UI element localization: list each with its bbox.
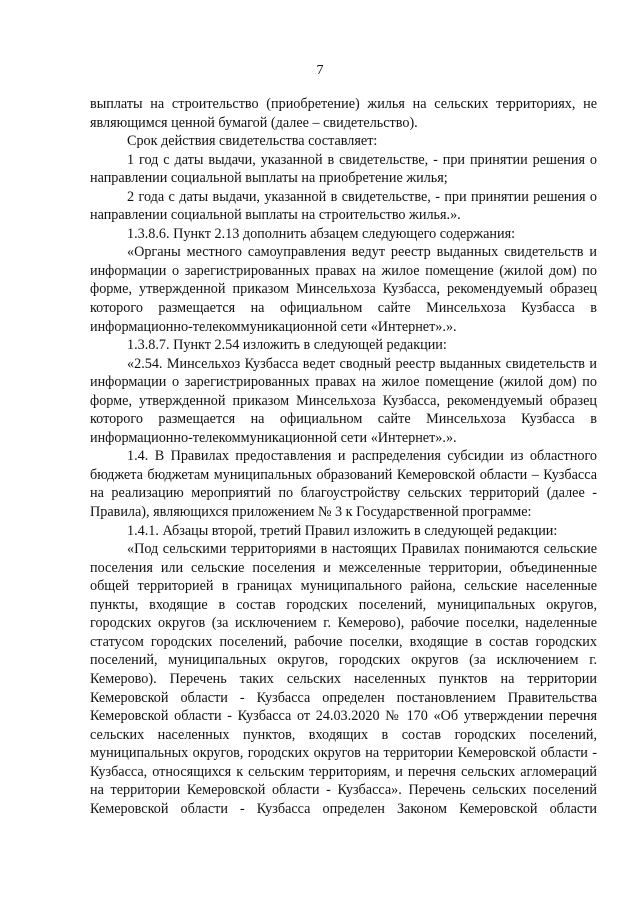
paragraph-one-year-term: 1 год с даты выдачи, указанной в свидетельстве, - при принятии решения о направлении социальной выплаты на приобретение жилья; [90, 151, 597, 187]
paragraph-validity-period: Срок действия свидетельства составляет: [127, 133, 378, 150]
page-number: 7 [316, 63, 324, 78]
paragraph-rural-territories: «Под сельскими территориями в настоящих Правилах понимаются сельские поселения или сельские поселения и межселенные территории, объединенные общей территорией в границах муниципального района, сельские населенные пункты, входящие в состав городских поселений, муниципальных округов, городских округов (за исключением г. Кемерово), рабочие поселки, наделенные статусом городских поселений, рабочие поселки, входящие в состав городских поселений, муниципальных округов, городских округов (за исключением г. Кемерово). Перечень таких сельских населенных пунктов на территории Кемеровской области - Кузбасса определен постановлением Правительства Кемеровской области - Кузбасса от 24.03.2020 № 170 «Об утверждении перечня сельских населенных пунктов, входящих в состав городских поселений, муниципальных округов, городских округов на территории Кемеровской области - Кузбасса, относящихся к сельским территориям, и перечня сельских агломераций на территории Кемеровской области - Кузбасса». Перечень сельских поселений Кемеровской области - Кузбасса определен Законом Кемеровской области [90, 541, 597, 817]
paragraph-local-registry: «Органы местного самоуправления ведут реестр выданных свидетельств и информации о зарегистрированных правах на жилое помещение (жилой дом) по форме, утвержденной приказом Минсельхоза Кузбасса, рекомендуемый образец которого размещается на официальном сайте Минсельхоза Кузбасса в информационно-телекоммуникационной сети «Интернет».». [90, 244, 597, 335]
paragraph-clause-1-4: 1.4. В Правилах предоставления и распределения субсидии из областного бюджета бюджетам муниципальных образований Кемеровской области – Кузбасса на реализацию мероприятий по благоустройству сельских территорий (далее - Правила), являющихся приложением № 3 к Государственной программе: [90, 448, 597, 521]
paragraph-clause-2-54: «2.54. Минсельхоз Кузбасса ведет сводный реестр выданных свидетельств и информации о зарегистрированных правах на жилое помещение (жилой дом) по форме, утвержденной приказом Минсельхоза Кузбасса, рекомендуемый образец которого размещается на официальном сайте Минсельхоза Кузбасса в информационно-телекоммуникационной сети «Интернет».». [90, 355, 597, 446]
document-body [90, 95, 597, 818]
paragraph-clause-1-3-8-6: 1.3.8.6. Пункт 2.13 дополнить абзацем следующего содержания: [127, 225, 516, 242]
paragraph-clause-1-4-1: 1.4.1. Абзацы второй, третий Правил изложить в следующей редакции: [127, 522, 558, 539]
paragraph-clause-1-3-8-7: 1.3.8.7. Пункт 2.54 изложить в следующей редакции: [127, 337, 447, 354]
paragraph-two-year-term: 2 года с даты выдачи, указанной в свидетельстве, - при принятии решения о направлении социальной выплаты на строительство жилья.». [90, 188, 597, 224]
paragraph-certificate-definition: выплаты на строительство (приобретение) жилья на сельских территориях, не являющимся ценной бумагой (далее – свидетельство). [90, 96, 597, 131]
